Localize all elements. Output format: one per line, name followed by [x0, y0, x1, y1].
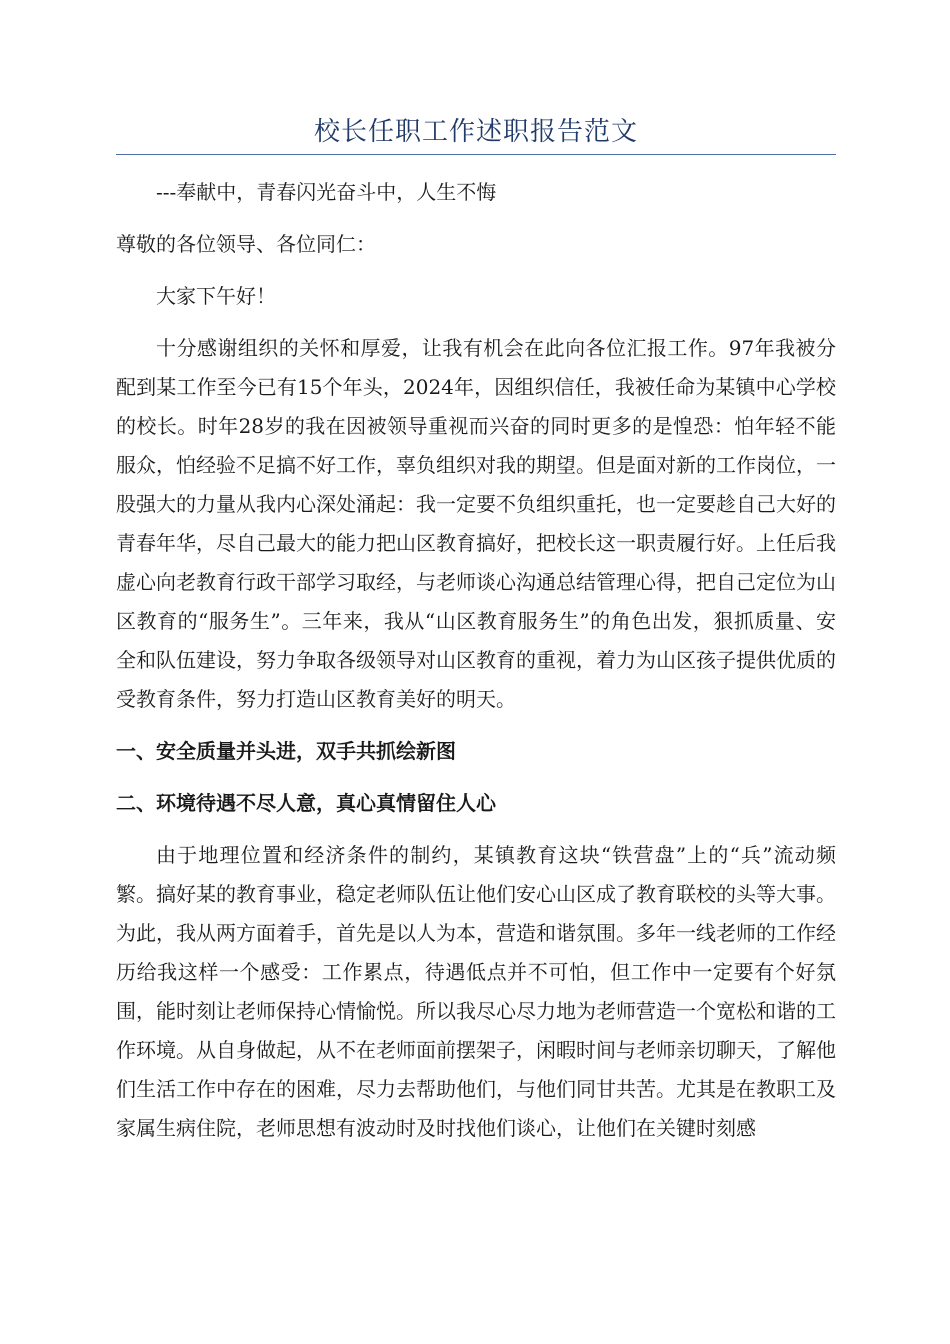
document-title: 校长任职工作述职报告范文: [313, 117, 638, 147]
section-heading-1: 一、安全质量并头进，双手共抓绘新图: [116, 739, 456, 763]
title-underline: [116, 154, 836, 155]
greeting: 大家下午好！: [156, 284, 276, 308]
section-heading-2: 二、环境待遇不尽人意，真心真情留住人心: [116, 791, 496, 815]
document-page: [116, 110, 836, 1161]
document-subtitle: ---奉献中，青春闪光奋斗中，人生不悔: [156, 180, 497, 204]
body-paragraph-2: 由于地理位置和经济条件的制约，某镇教育这块“铁营盘”上的“兵”流动频繁。搞好某的教育事业，稳定老师队伍让他们安心山区成了教育联校的头等大事。为此，我从两方面着手，首先是以人为本，营造和谐氛围。多年一线老师的工作经历给我这样一个感受：工作累点，待遇低点并不可怕，但工作中一定要有个好氛围，能时刻让老师保持心情愉悦。所以我尽心尽力地为老师营造一个宽松和谐的工作环境。从自身做起，从不在老师面前摆架子，闲暇时间与老师亲切聊天，了解他们生活工作中存在的困难，尽力去帮助他们，与他们同甘共苦。尤其是在教职工及家属生病住院，老师思想有波动时及时找他们谈心，让他们在关键时刻感: [116, 843, 836, 1140]
salutation: 尊敬的各位领导、各位同仁：: [116, 232, 376, 256]
body-paragraph-1: 十分感谢组织的关怀和厚爱，让我有机会在此向各位汇报工作。97年我被分配到某工作至今已有15个年头，2024年，因组织信任，我被任命为某镇中心学校的校长。时年28岁的我在因被领导重视而兴奋的同时更多的是惶恐：怕年轻不能服众，怕经验不足搞不好工作，辜负组织对我的期望。但是面对新的工作岗位，一股强大的力量从我内心深处涌起：我一定要不负组织重托，也一定要趁自己大好的青春年华，尽自己最大的能力把山区教育搞好，把校长这一职责履行好。上任后我虚心向老教育行政干部学习取经，与老师谈心沟通总结管理心得，把自己定位为山区教育的“服务生”。三年来，我从“山区教育服务生”的角色出发，狠抓质量、安全和队伍建设，努力争取各级领导对山区教育的重视，着力为山区孩子提供优质的受教育条件，努力打造山区教育美好的明天。: [116, 336, 836, 711]
